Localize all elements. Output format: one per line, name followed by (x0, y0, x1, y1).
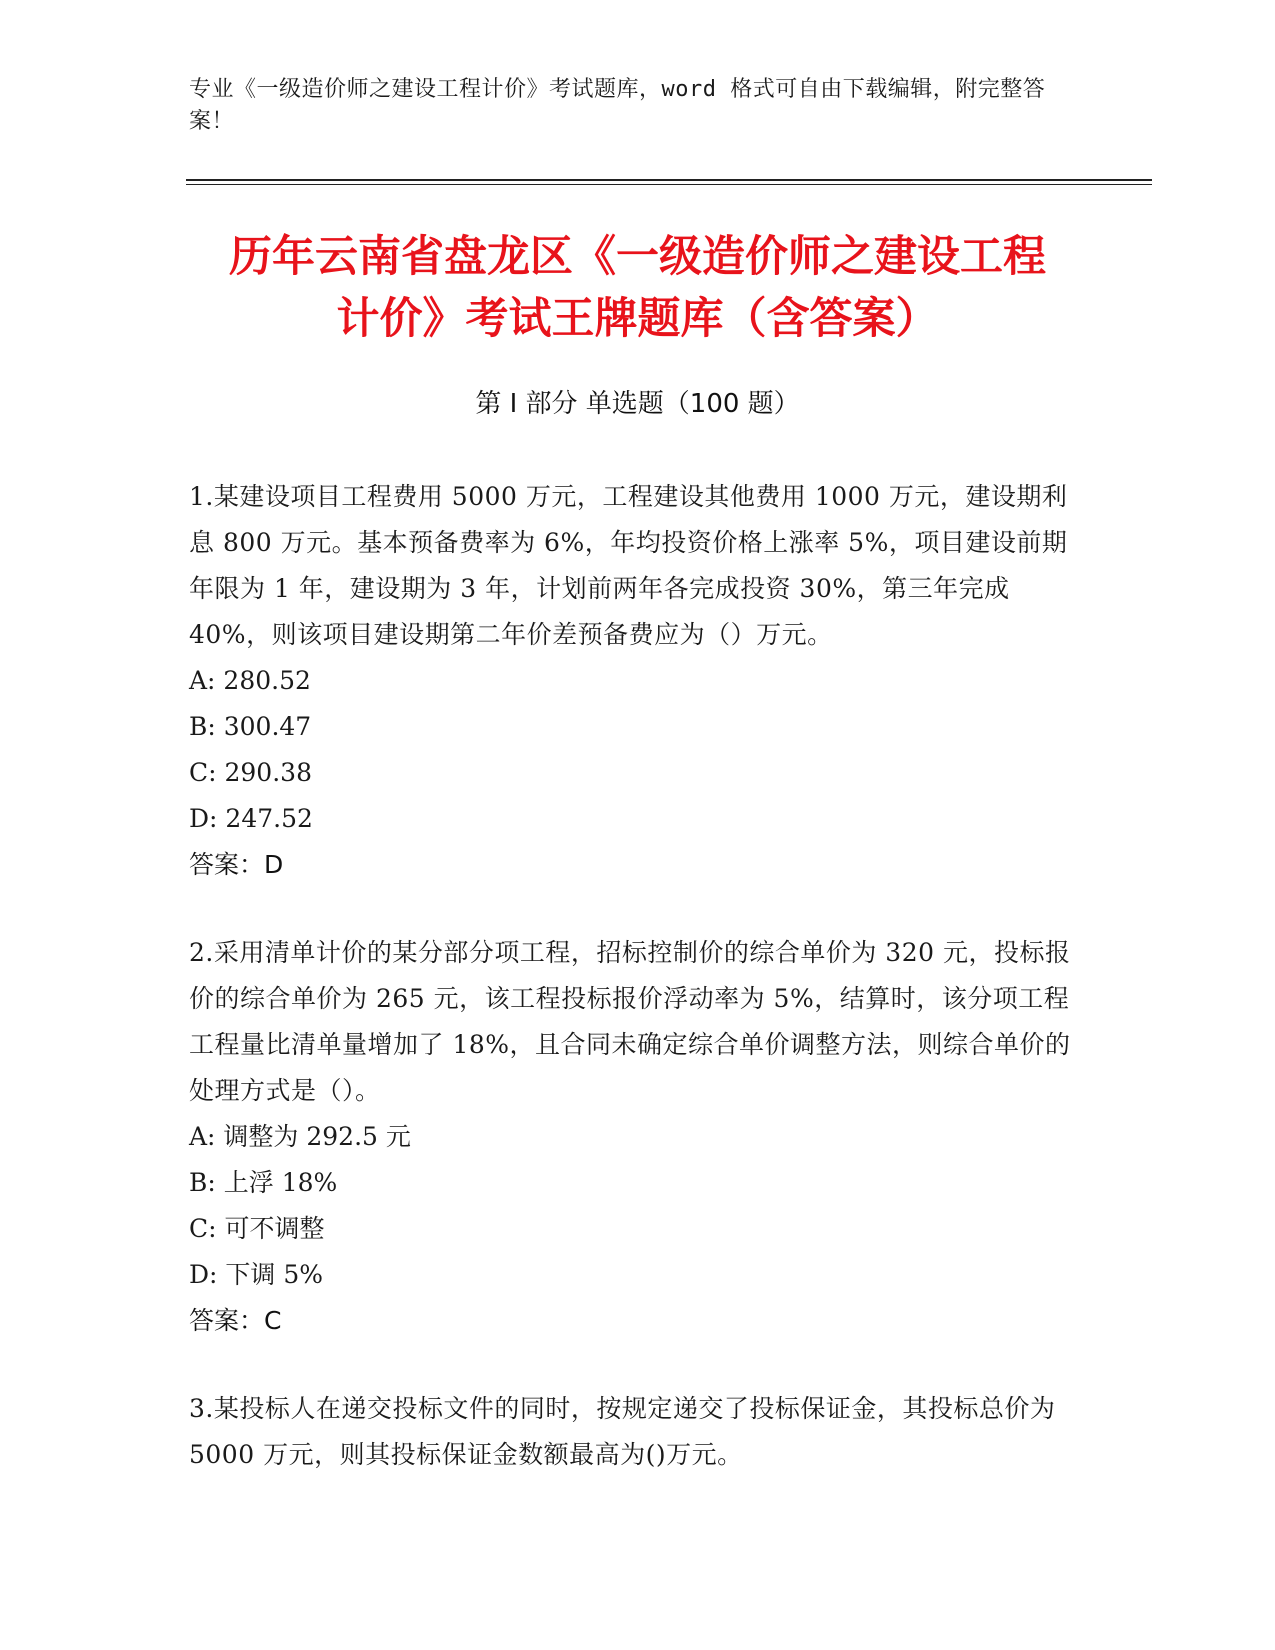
option-c: C: 290.38 (189, 758, 312, 787)
question-1 (189, 474, 1079, 888)
option-a: A: 调整为 292.5 元 (189, 1122, 411, 1151)
option-b: B: 300.47 (189, 712, 312, 741)
answer: 答案：C (189, 1306, 282, 1335)
question-2 (189, 930, 1079, 1344)
option-d: D: 下调 5% (189, 1260, 324, 1289)
question-text: 2.采用清单计价的某分部分项工程，招标控制价的综合单价为 320 元，投标报价的综合单价为 265 元，该工程投标报价浮动率为 5%，结算时，该分项工程工程量比清单量增加了 18%，且合同未确定综合单价调整方法，则综合单价的处理方式是（）。 (189, 938, 1071, 1105)
question-text: 3.某投标人在递交投标文件的同时，按规定递交了投标保证金，其投标总价为 5000 万元，则其投标保证金数额最高为()万元。 (189, 1394, 1056, 1469)
question-3 (189, 1386, 1079, 1478)
document-title-line-1: 历年云南省盘龙区《一级造价师之建设工程 (229, 232, 1046, 282)
document-title (150, 226, 1125, 350)
option-c: C: 可不调整 (189, 1214, 325, 1243)
question-text: 1.某建设项目工程费用 5000 万元，工程建设其他费用 1000 万元，建设期利息 800 万元。基本预备费率为 6%，年均投资价格上涨率 5%，项目建设前期年限为 1 年，建设期为 3 年，计划前两年各完成投资 30%，第三年完成 40%，则该项目建设期第二年价差预备费应为（）万元。 (189, 482, 1068, 649)
option-a: A: 280.52 (189, 666, 311, 695)
header-note: 专业《一级造价师之建设工程计价》考试题库，word 格式可自由下载编辑，附完整答案！ (189, 77, 1046, 134)
header-divider-thin (186, 184, 1152, 185)
section-title: 第 I 部分 单选题（100 题） (475, 389, 800, 419)
header-divider-thick (186, 179, 1152, 181)
document-title-line-2: 计价》考试王牌题库（含答案） (336, 294, 939, 344)
option-d: D: 247.52 (189, 804, 313, 833)
option-b: B: 上浮 18% (189, 1168, 338, 1197)
answer: 答案：D (189, 850, 284, 879)
